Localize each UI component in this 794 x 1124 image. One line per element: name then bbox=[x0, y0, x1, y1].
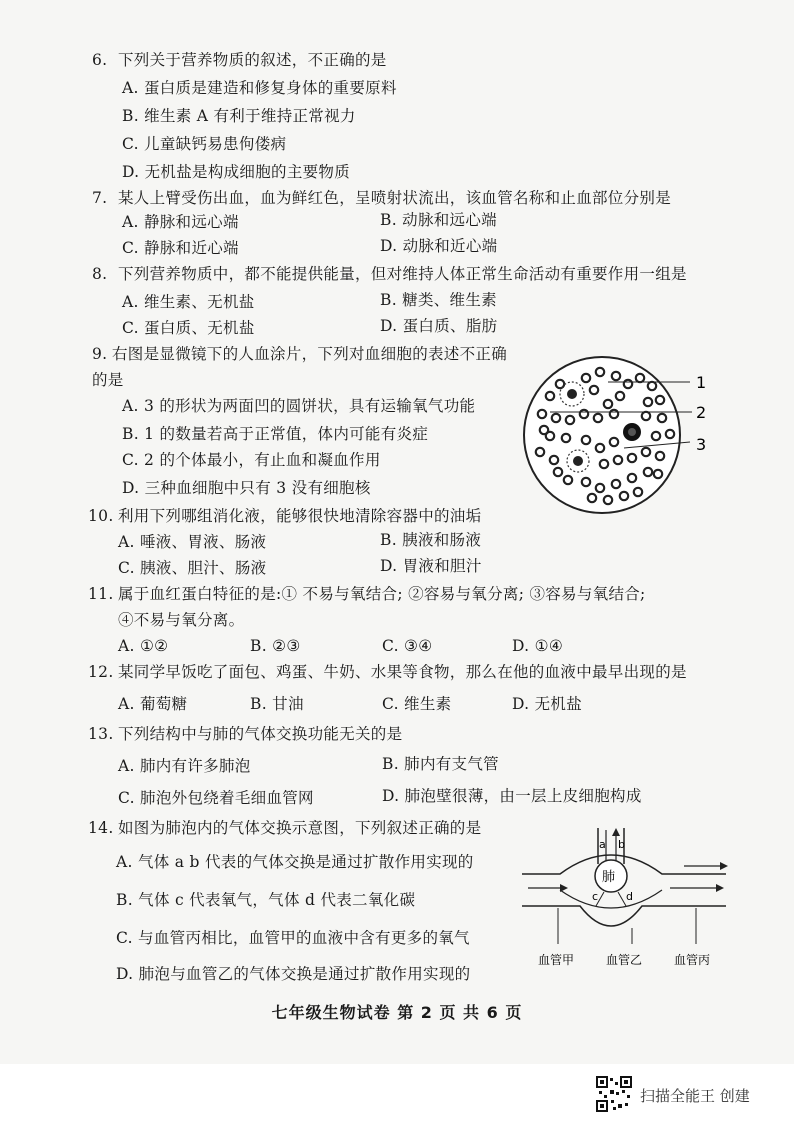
label-3: 3 bbox=[696, 435, 707, 454]
question-10-number: 10. bbox=[88, 507, 114, 525]
vessel-bing-label: 血管丙 bbox=[674, 953, 711, 967]
question-7-number: 7. bbox=[92, 189, 108, 207]
question-13-option-d: D. 肺泡壁很薄，由一层上皮细胞构成 bbox=[382, 787, 642, 805]
question-6-stem: 下列关于营养物质的叙述，不正确的是 bbox=[118, 51, 387, 69]
question-13-option-a: A. 肺内有许多肺泡 bbox=[118, 757, 251, 775]
question-7-option-c: C. 静脉和近心端 bbox=[122, 239, 239, 257]
question-10-option-d: D. 胃液和胆汁 bbox=[380, 557, 482, 575]
question-9-option-c: C. 2 的个体最小，有止血和凝血作用 bbox=[122, 451, 381, 469]
scanner-watermark: 扫描全能王 创建 bbox=[640, 1087, 750, 1105]
label-b: b bbox=[618, 838, 625, 851]
question-11-option-c: C. ③④ bbox=[382, 637, 433, 655]
question-7-stem: 某人上臂受伤出血，血为鲜红色，呈喷射状流出，该血管名称和止血部位分别是 bbox=[118, 189, 672, 207]
question-8-option-c: C. 蛋白质、无机盐 bbox=[122, 319, 255, 337]
question-6-option-d: D. 无机盐是构成细胞的主要物质 bbox=[122, 163, 351, 181]
question-6-option-a: A. 蛋白质是建造和修复身体的重要原料 bbox=[122, 79, 397, 97]
label-2: 2 bbox=[696, 403, 707, 422]
arrow-d bbox=[618, 892, 626, 906]
question-9-number: 9. bbox=[92, 345, 108, 363]
question-11-stem-cont: ④不易与氧分离。 bbox=[118, 611, 245, 629]
question-13-stem: 下列结构中与肺的气体交换功能无关的是 bbox=[118, 725, 403, 743]
question-7-option-d: D. 动脉和近心端 bbox=[380, 237, 498, 255]
page-footer: 七年级生物试卷 第 2 页 共 6 页 bbox=[271, 1003, 523, 1022]
question-11-number: 11. bbox=[88, 585, 114, 603]
question-14-number: 14. bbox=[88, 819, 114, 837]
flow-arrow-top-head bbox=[720, 862, 728, 870]
question-14-option-b: B. 气体 c 代表氧气，气体 d 代表二氧化碳 bbox=[116, 891, 416, 909]
question-11-option-a: A. ①② bbox=[118, 637, 169, 655]
question-10-option-a: A. 唾液、胃液、肠液 bbox=[118, 533, 267, 551]
vessel-jia-label: 血管甲 bbox=[538, 953, 575, 967]
large-cell-core bbox=[628, 428, 636, 436]
question-7-option-b: B. 动脉和远心端 bbox=[380, 211, 497, 229]
question-9-option-a: A. 3 的形状为两面凹的圆饼状，具有运输氧气功能 bbox=[122, 397, 476, 415]
question-6-option-b: B. 维生素 A 有利于维持正常视力 bbox=[122, 107, 356, 125]
question-8-number: 8. bbox=[92, 265, 108, 283]
arrow-b-head bbox=[612, 828, 620, 836]
question-12-stem: 某同学早饭吃了面包、鸡蛋、牛奶、水果等食物，那么在他的血液中最早出现的是 bbox=[118, 663, 687, 681]
question-13-option-b: B. 肺内有支气管 bbox=[382, 755, 499, 773]
qr-code-icon bbox=[596, 1076, 632, 1112]
label-a: a bbox=[599, 838, 606, 851]
question-8-option-d: D. 蛋白质、脂肪 bbox=[380, 317, 498, 335]
question-13-option-c: C. 肺泡外包绕着毛细血管网 bbox=[118, 789, 314, 807]
question-14-option-c: C. 与血管丙相比，血管甲的血液中含有更多的氧气 bbox=[116, 929, 470, 947]
question-11-option-d: D. ①④ bbox=[512, 637, 564, 655]
label-c: c bbox=[592, 890, 599, 903]
label-d: d bbox=[626, 890, 633, 903]
question-8-option-a: A. 维生素、无机盐 bbox=[122, 293, 255, 311]
flow-arrow-right-head bbox=[716, 884, 724, 892]
question-10-option-c: C. 胰液、胆汁、肠液 bbox=[118, 559, 267, 577]
flow-arrow-left-head bbox=[560, 884, 568, 892]
question-6-number: 6. bbox=[92, 51, 108, 69]
vessel-yi-label: 血管乙 bbox=[606, 953, 643, 967]
question-14-option-d: D. 肺泡与血管乙的气体交换是通过扩散作用实现的 bbox=[116, 965, 471, 983]
question-12-option-a: A. 葡萄糖 bbox=[118, 695, 188, 713]
question-9-option-b: B. 1 的数量若高于正常值，体内可能有炎症 bbox=[122, 425, 429, 443]
question-7-option-a: A. 静脉和远心端 bbox=[122, 213, 239, 231]
question-9-stem-cont: 的是 bbox=[92, 371, 124, 389]
alveolus-label: 肺 bbox=[602, 870, 616, 885]
question-9-option-d: D. 三种血细胞中只有 3 没有细胞核 bbox=[122, 479, 371, 497]
question-10-stem: 利用下列哪组消化液，能够很快地清除容器中的油垢 bbox=[118, 507, 482, 525]
question-11-stem: 属于血红蛋白特征的是:① 不易与氧结合; ②容易与氧分离; ③容易与氧结合; bbox=[118, 585, 646, 603]
question-8-stem: 下列营养物质中，都不能提供能量，但对维持人体正常生命活动有重要作用一组是 bbox=[118, 265, 687, 283]
alveolus-figure bbox=[520, 826, 740, 976]
question-9-stem: 右图是显微镜下的人血涂片，下列对血细胞的表述不正确 bbox=[112, 345, 508, 363]
question-6-option-c: C. 儿童缺钙易患佝偻病 bbox=[122, 135, 287, 153]
question-12-option-d: D. 无机盐 bbox=[512, 695, 583, 713]
question-8-option-b: B. 糖类、维生素 bbox=[380, 291, 497, 309]
question-13-number: 13. bbox=[88, 725, 114, 743]
question-14-stem: 如图为肺泡内的气体交换示意图，下列叙述正确的是 bbox=[118, 819, 482, 837]
question-14-option-a: A. 气体 a b 代表的气体交换是通过扩散作用实现的 bbox=[116, 853, 474, 871]
question-12-option-c: C. 维生素 bbox=[382, 695, 452, 713]
blood-smear-figure bbox=[520, 356, 720, 516]
white-cell-nucleus bbox=[573, 456, 583, 466]
label-1: 1 bbox=[696, 373, 707, 392]
question-11-option-b: B. ②③ bbox=[250, 637, 301, 655]
question-10-option-b: B. 胰液和肠液 bbox=[380, 531, 482, 549]
question-12-option-b: B. 甘油 bbox=[250, 695, 304, 713]
question-12-number: 12. bbox=[88, 663, 114, 681]
white-cell-nucleus bbox=[567, 389, 577, 399]
capillary-lower bbox=[522, 906, 726, 926]
